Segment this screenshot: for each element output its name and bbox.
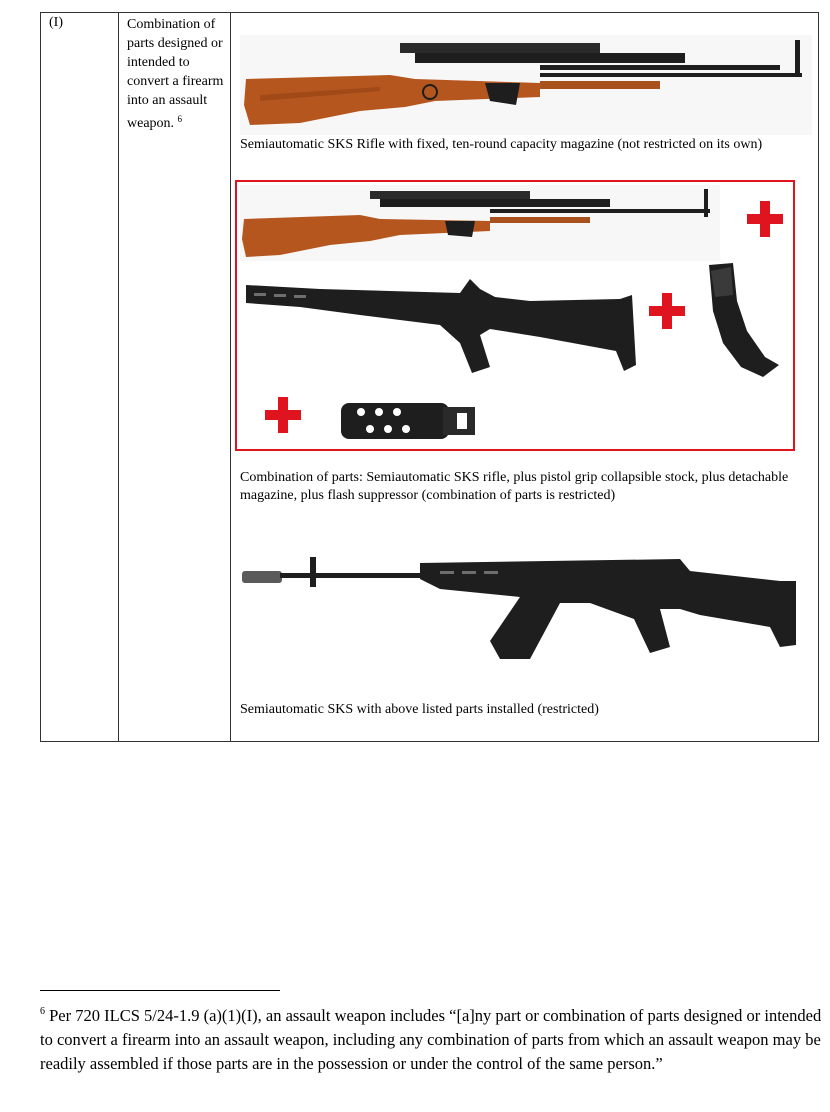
flash-suppressor-image	[339, 399, 479, 443]
plus-icon	[747, 201, 783, 237]
plus-icon	[649, 293, 685, 329]
column-divider	[230, 13, 231, 741]
footnote-ref[interactable]: 6	[177, 114, 183, 124]
plus-icon	[265, 397, 301, 433]
footnote-separator	[40, 990, 280, 991]
footnote	[40, 1000, 825, 1076]
footnote-number: 6	[40, 1006, 45, 1017]
row-description: Combination of parts designed or intended to convert a firearm into an assault weapon. $^6$	[127, 17, 224, 131]
parts-table	[40, 12, 819, 742]
caption-sks-rifle: Semiautomatic SKS Rifle with fixed, ten-round capacity magazine (not restricted on its own)	[240, 137, 763, 152]
column-divider	[118, 13, 119, 741]
footnote-text: Per 720 ILCS 5/24-1.9 (a)(1)(I), an assault weapon includes “[a]ny part or combination of parts designed or intended to convert a firearm into an assault weapon, including any combination of parts from which an assault weapon may be readily assembled if those parts are in the possession or under the control of the same person.”	[40, 1006, 822, 1073]
caption-assembled-rifle: Semiautomatic SKS with above listed parts installed (restricted)	[240, 702, 599, 717]
detachable-magazine-image	[703, 261, 783, 379]
sks-rifle-wood-small-image	[240, 185, 720, 261]
pistol-grip-stock-image	[240, 275, 640, 375]
sks-rifle-wood-image	[240, 35, 812, 135]
sks-assembled-rifle-image	[240, 549, 800, 669]
caption-combination-of-parts: Combination of parts: Semiautomatic SKS rifle, plus pistol grip collapsible stock, plus detachable magazine, plus flash suppressor (combination of parts is restricted)	[240, 470, 789, 503]
row-id: (I)	[49, 15, 63, 30]
